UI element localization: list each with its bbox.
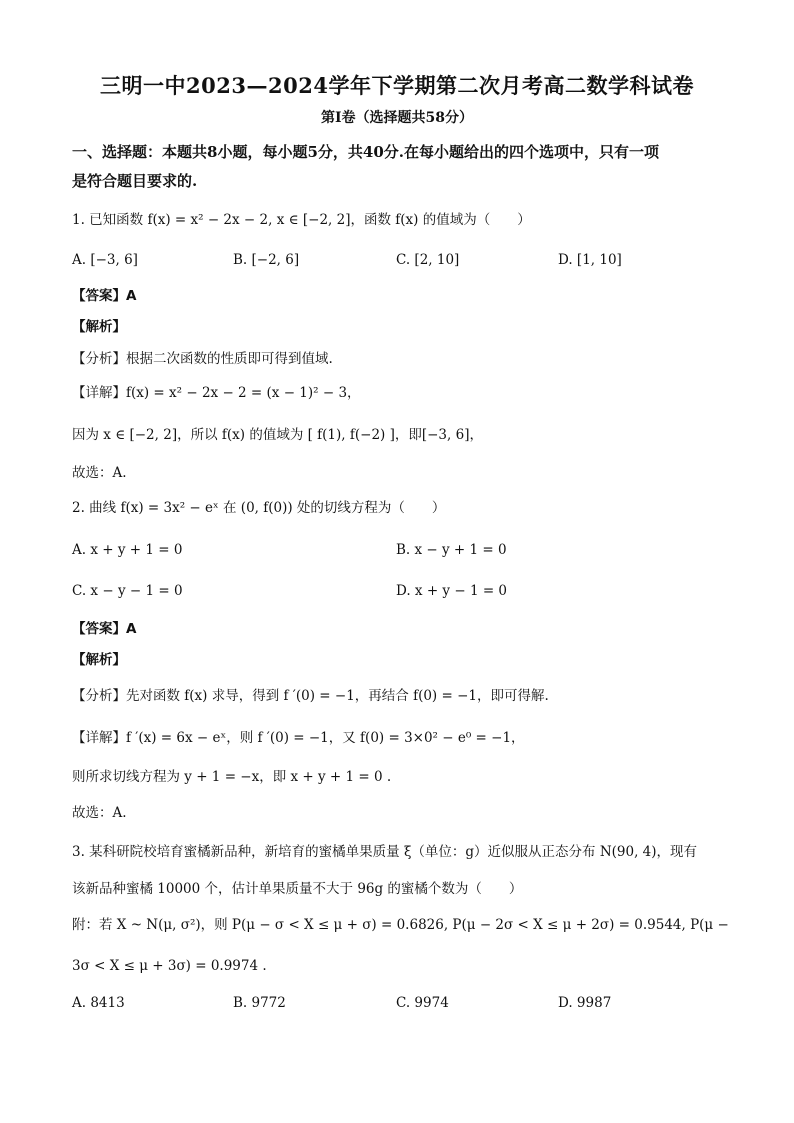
q1-option-d: D. [1, 10]	[558, 252, 622, 268]
q1-stem: 1. 已知函数 f(x) = x² − 2x − 2, x ∈ [−2, 2]，函数 f(x) 的值域为（ ）	[72, 212, 531, 228]
q1-option-a: A. [−3, 6]	[72, 252, 138, 268]
q2-fenxi: 【分析】先对函数 f(x) 求导，得到 f ′(0) = −1，再结合 f(0) = −1，即可得解.	[72, 688, 549, 704]
q1-analysis-label: 【解析】	[72, 319, 126, 335]
q1-option-b: B. [−2, 6]	[233, 252, 300, 268]
q2-detail2: 则所求切线方程为 y + 1 = −x，即 x + y + 1 = 0 .	[72, 769, 392, 785]
q2-answer: 【答案】A	[72, 621, 137, 637]
q2-choose: 故选：A.	[72, 805, 127, 821]
q2-detail: 【详解】f ′(x) = 6x − eˣ，则 f ′(0) = −1，又 f(0) = 3×0² − e⁰ = −1，	[72, 730, 525, 746]
q1-choose: 故选：A.	[72, 465, 127, 481]
q1-answer: 【答案】A	[72, 288, 137, 304]
q3-stem-line2: 该新品种蜜橘 10000 个，估计单果质量不大于 96g 的蜜橘个数为（ ）	[72, 881, 523, 897]
q3-attachment-line1: 附：若 X ~ N(μ, σ²)，则 P(μ − σ < X ≤ μ + σ) = 0.6826, P(μ − 2σ < X ≤ μ + 2σ) = 0.9544, P(μ −	[72, 917, 729, 933]
q3-option-b: B. 9772	[233, 995, 286, 1011]
q1-option-c: C. [2, 10]	[396, 252, 460, 268]
q2-option-c: C. x − y − 1 = 0	[72, 583, 183, 599]
q1-detail: 【详解】f(x) = x² − 2x − 2 = (x − 1)² − 3，	[72, 385, 361, 401]
q3-option-a: A. 8413	[72, 995, 125, 1011]
q2-option-a: A. x + y + 1 = 0	[72, 542, 183, 558]
q3-option-c: C. 9974	[396, 995, 449, 1011]
q2-option-d: D. x + y − 1 = 0	[396, 583, 508, 599]
q2-stem: 2. 曲线 f(x) = 3x² − eˣ 在 (0, f(0)) 处的切线方程为（ ）	[72, 500, 446, 516]
section-heading-line1: 一、选择题：本题共8小题，每小题5分，共40分.在每小题给出的四个选项中，只有一项	[72, 143, 659, 161]
q3-attachment-line2: 3σ < X ≤ μ + 3σ) = 0.9974 .	[72, 958, 267, 974]
q3-stem-line1: 3. 某科研院校培育蜜橘新品种，新培育的蜜橘单果质量 ξ（单位：g）近似服从正态分布 N(90, 4)，现有	[72, 844, 698, 860]
q2-analysis-label: 【解析】	[72, 652, 126, 668]
q3-option-d: D. 9987	[558, 995, 612, 1011]
q1-fenxi: 【分析】根据二次函数的性质即可得到值域.	[72, 351, 333, 367]
q2-option-b: B. x − y + 1 = 0	[396, 542, 507, 558]
page-subtitle: 第Ⅰ卷（选择题共58分）	[320, 110, 474, 126]
page-title: 三明一中2023—2024学年下学期第二次月考高二数学科试卷	[100, 73, 694, 98]
section-heading-line2: 是符合题目要求的.	[72, 172, 198, 190]
q1-detail2: 因为 x ∈ [−2, 2]，所以 f(x) 的值域为 [ f(1), f(−2) ]，即[−3, 6]，	[72, 427, 483, 443]
